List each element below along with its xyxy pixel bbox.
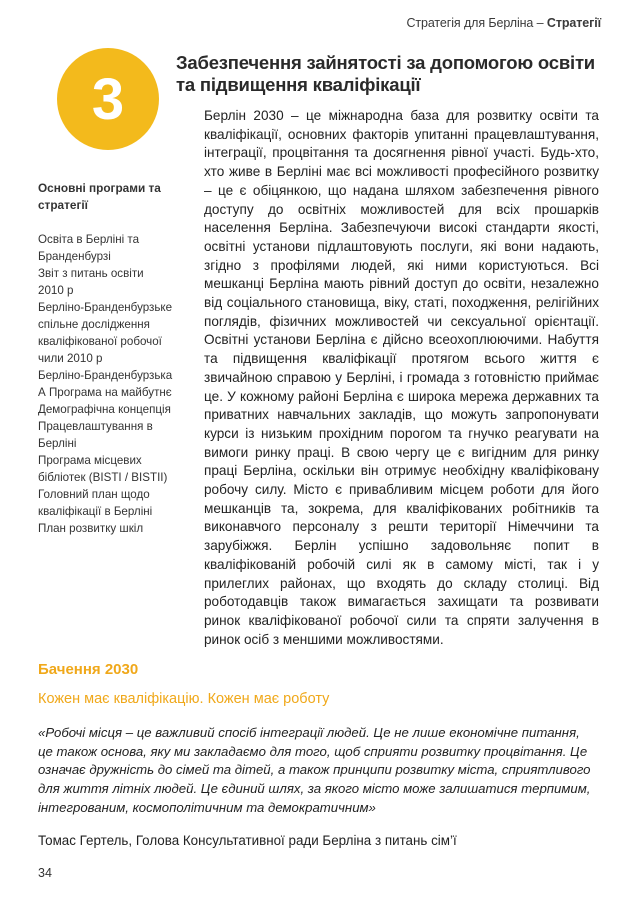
sidebar-line: кваліфікації в Берліні [38,505,153,518]
chapter-title: Забезпечення зайнятості за допомогою освіти та підвищення кваліфікації [176,52,595,95]
running-header-section: Стратегія для Берліна – [406,16,547,30]
sidebar-line: Берліно-Бранденбурзьке [38,301,173,314]
sidebar-title: Основні програми та стратегії [38,181,161,212]
sidebar-line: 2010 р [38,284,74,297]
vision-subtitle: Кожен має кваліфікацію. Кожен має роботу [38,691,330,707]
running-header [406,16,601,30]
sidebar-line: Бранденбурзі [38,250,111,263]
vision-quote: «Робочі місця – це важливий спосіб інтеграції людей. Це не лише економічне питання, це також основа, яку ми закладаємо для того, щоб сприяти розвитку процвітання. Це означає дружність до сімей та дітей, а також принципи розвитку міста, сприятливого для життя літніх людей. Це єдиний шлях, за якого місто може залишатися терпимим, інтегрованим, космополітичним та демократичним» [38,725,591,815]
sidebar-line: А Програма на майбутнє [38,386,172,399]
sidebar-line: Освіта в Берліні та [38,233,140,246]
chapter-number: 3 [91,67,125,132]
sidebar-line: бібліотек (BISTI / BISTII) [38,471,168,484]
sidebar-line: Програма місцевих [38,454,142,467]
sidebar-line: План розвитку шкіл [38,522,144,535]
vision-heading: Бачення 2030 [38,661,139,678]
sidebar-line: чили 2010 р [38,352,103,365]
sidebar-line: Берліні [38,437,77,450]
body-paragraph: Берлін 2030 – це міжнародна база для розвитку освіти та кваліфікації, основних факторів упитанні працевлаштування, інтеграції, процвітання та досягнення рівної участі. Будь-хто, хто живе в Берліні має всі можливості професійного розвитку – це є обіцянкою, що надана шляхом забезпечення рівного доступу до освітніх можливостей для всіх прошарків населення Берліна. Забезпечуючи високі стандарти якості, освітні установи підлаштовують послуги, які вони надають, згідно з профілями людей, які ними користуються. Всі мешканці Берліна мають рівний доступ до освіти, незалежно від соціального становища, віку, статі, походження, релігійних поглядів, фізичних можливостей чи сексуальної орієнтації. Освітні установи Берліна є дійсно всеохоплюючими. Набуття та підвищення кваліфікації протягом всього життя є звичайною справою у Берліні, і громада з готовністю приймає це. У кожному районі Берліна є широка мережа державних та приватних навчальних закладів, що можуть запропонувати курси із низьким прохідним порогом та гнучко реагувати на вимоги ринку праці. В свою чергу це є вигідним для ринку праці Берліна, оскільки він отримує необхідну кваліфіковану робочу силу. Місто є привабливим місцем роботи для його мешканців та, зокрема, для кваліфікованих робітників та виконавчого персоналу з решти території Німеччини та зарубіжжя. Берлін успішно задовольняє попит в кваліфікованій робочій силі як в самому місті, так і у прилеглих районах, що входять до складу столиці. Від роботодавців також вимагається захищати та розвивати ринок кваліфікованої робочої сили та спряти залучення в ринок осіб з меншими можливостями. [204,108,599,647]
sidebar-line: Демографічна концепція [38,403,171,416]
page-number: 34 [38,866,52,880]
sidebar-line: спільне дослідження [38,318,150,331]
chapter-number-badge [57,48,159,150]
sidebar-line: Головний план щодо [38,488,150,501]
sidebar-line: Звіт з питань освіти [38,267,144,280]
sidebar-line: кваліфікованої робочої [38,335,162,348]
sidebar-line: Працевлаштування в [38,420,153,433]
running-header-section-bold: Стратегії [546,16,601,30]
sidebar-programs [38,180,198,537]
quote-attribution: Томас Гертель, Голова Консультативної ради Берліна з питань сім’ї [38,833,457,848]
sidebar-line: Берліно-Бранденбурзька [38,369,173,382]
